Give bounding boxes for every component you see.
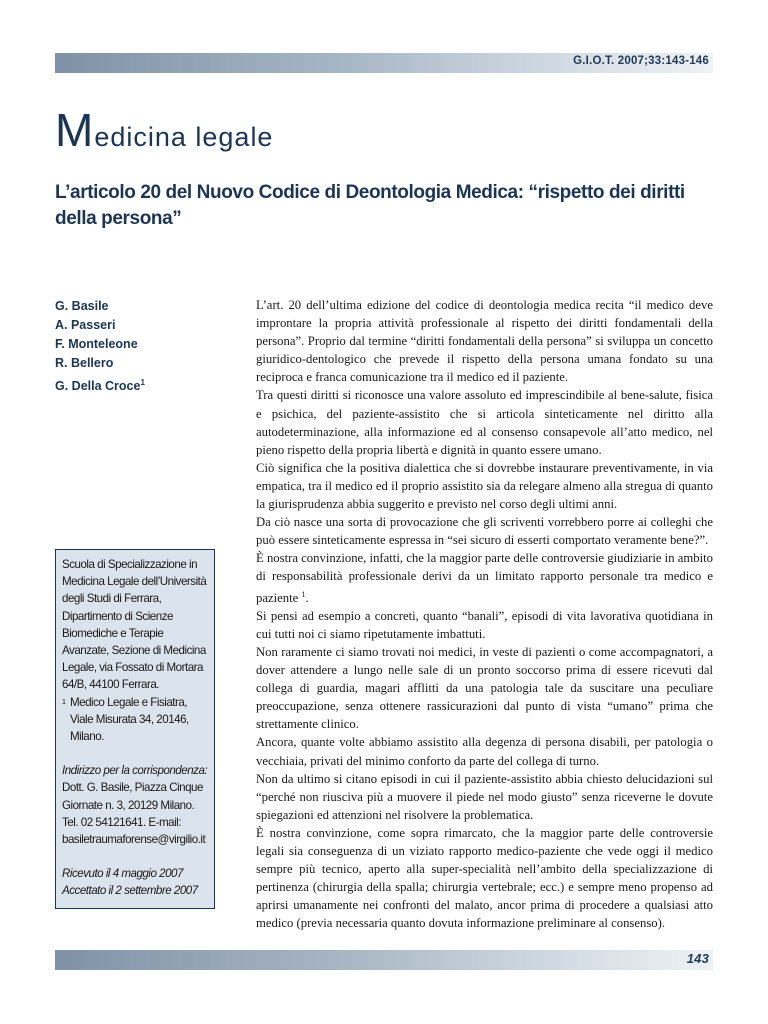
section-title	[55, 104, 274, 156]
body-paragraph: L’art. 20 dell’ultima edizione del codice di deontologia medica recita “il medico deve improntare la propria attività professionale al rispetto dei diritti fondamentali della persona”. Proprio dal termine “diritti fondamentali della persona” si sviluppa un concetto giuridico-dentologico che prevede il rispetto della persona umana fondato su una reciproca e franca comunicazione tra il medico ed il paziente.	[256, 298, 713, 385]
author-name: F. Monteleone	[55, 337, 138, 351]
author-name: G. Della Croce$^1$	[55, 378, 145, 394]
author-list	[55, 297, 145, 396]
body-paragraph: Non da ultimo si citano episodi in cui il paziente-assistito abbia chiesto delucidazioni sul “perché non riusciva più a muovere il piede nel modo giusto” senza riceverne le dovute spiegazioni ed attenzioni nel risolvere la problematica.	[256, 771, 713, 822]
journal-citation: G.I.O.T. 2007;33:143-146	[573, 55, 709, 67]
correspondence-address: Dott. G. Basile, Piazza Cinque Giornate n. 3, 20129 Milano. Tel. 02 54121641. E-mail: basiletraumaforense@virgilio.it	[62, 781, 206, 847]
affiliation-institution: Scuola di Specializzazione in Medicina Legale dell’Università degli Studi di Ferrara, Dipartimento di Scienze Biomediche e Terapie Avanzate, Sezione di Medicina Legale, via Fossato di Mortara 64/B, 44100 Ferrara.	[62, 558, 207, 692]
correspondence-label: Indirizzo per la corrispondenza:	[62, 764, 208, 778]
body-paragraph: Da ciò nasce una sorta di provocazione che gli scriventi vorrebbero porre ai colleghi che può essere sinteticamente espressa in “sei sicuro di esserti comportato veramente bene?”.	[256, 515, 713, 548]
author-name: A. Passeri	[55, 318, 116, 332]
footer-band	[55, 950, 713, 970]
footnote-text: Medico Legale e Fisiatra, Viale Misurata 34, 20146, Milano.	[70, 695, 189, 744]
author-name: R. Bellero	[55, 356, 114, 370]
page-number: 143	[686, 951, 709, 966]
body-paragraph: Ciò significa che la positiva dialettica che si dovrebbe instaurare preventivamente, in via empatica, tra il medico ed il proprio assistito sia da relegare almeno alla stregua di quanto la giurisprudenza abbia suggerito e previsto nel corso degli ultimi anni.	[256, 460, 713, 512]
author-footnote-mark: 1	[140, 378, 145, 387]
affiliation-footnote	[62, 694, 209, 746]
affiliation-box	[55, 549, 215, 909]
body-paragraph: Si pensi ad esempio a concreti, quanto “banali”, episodi di vita lavorativa quotidiana in cui tutti noi ci siamo ripetutamente imbattuti.	[256, 608, 713, 641]
footnote-mark: 1	[62, 698, 66, 706]
author-name: G. Basile	[55, 299, 109, 313]
section-title-rest: edicina legale	[94, 122, 274, 152]
article-body	[256, 296, 713, 933]
reference-mark: 1	[301, 589, 306, 599]
received-date: Ricevuto il 4 maggio 2007	[62, 867, 183, 881]
section-title-initial: M	[55, 104, 95, 156]
body-paragraph: Ancora, quante volte abbiamo assistito alla degenza di persona disabili, per patologia o vecchiaia, privati del minimo conforto da parte del collega di turno.	[256, 735, 713, 768]
article-dates	[62, 865, 209, 899]
article-title: L’articolo 20 del Nuovo Codice di Deontologia Medica: “rispetto dei diritti della persona”	[55, 182, 685, 229]
accepted-date: Accettato il 2 settembre 2007	[62, 884, 198, 898]
header-band	[55, 53, 713, 73]
body-paragraph: Tra questi diritti si riconosce una valore assoluto ed imprescindibile al bene-salute, fisica e psichica, del paziente-assistito che si articola sinteticamente nel diritto alla autodeterminazione, alla informazione ed al consenso consapevole all’atto medico, nel pieno rispetto della propria libertà e dignità in quanto essere umano.	[256, 388, 713, 457]
body-paragraph: Non raramente ci siamo trovati noi medici, in veste di pazienti o come accompagnatori, a dover attendere a lungo nelle sale di un pronto soccorso prima di essere ricevuti dal collega di guardia, magari afflitti da una patologia tale da suscitare una peculiare preoccupazione, senza ottenere rassicurazioni dal punto di vista “umano” prima che strettamente clinico.	[256, 645, 713, 732]
body-paragraph: È nostra convinzione, infatti, che la maggior parte delle controversie giudiziarie in ambito di responsabilità professionale derivi da un limitato rapporto personale tra medico e paziente $^1$.	[256, 551, 713, 605]
body-paragraph: È nostra convinzione, come sopra rimarcato, che la maggior parte delle controversie legali sia conseguenza di un viziato rapporto medico-paziente che vede oggi il medico sempre più tecnico, aperto alla super-specialità nell’ambito della specializzazione di pertinenza (chirurgia della spalla; chirurgia vertebrale; ecc.) e sempre meno propenso ad aprirsi umanamente nei confronti del malato, ancor prima di procedere a qualsiasi atto medico (previa necessaria quanto dovuta informazione preliminare al consenso).	[256, 825, 713, 931]
